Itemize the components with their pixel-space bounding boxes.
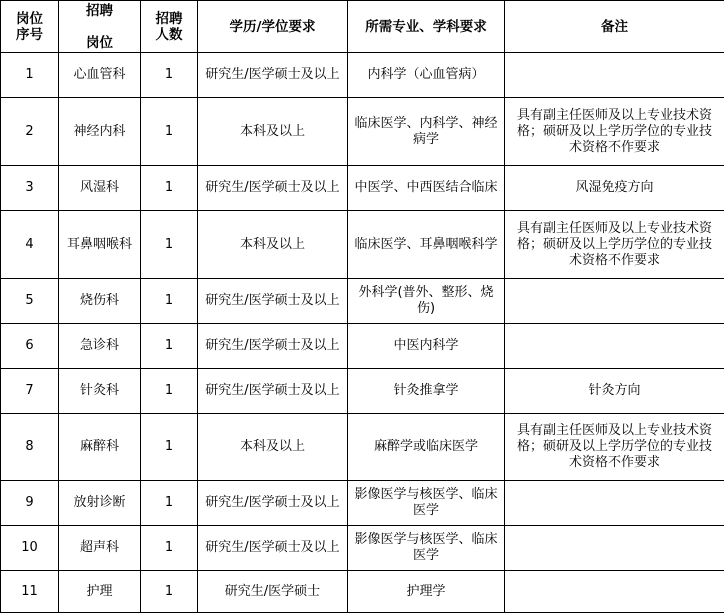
cell-number: 4	[1, 211, 59, 279]
cell-count: 1	[141, 166, 198, 211]
header-post-wrap	[63, 3, 136, 51]
cell-post: 麻醉科	[59, 414, 141, 481]
header-major: 所需专业、学科要求	[348, 1, 505, 53]
header-post-number-line1: 岗位	[16, 10, 43, 27]
cell-post: 超声科	[59, 526, 141, 571]
table-row	[1, 369, 724, 414]
cell-education: 研究生/医学硕士及以上	[198, 53, 348, 98]
cell-number: 5	[1, 279, 59, 324]
cell-education: 研究生/医学硕士及以上	[198, 166, 348, 211]
cell-notes	[505, 526, 724, 571]
header-row	[1, 1, 724, 53]
cell-notes: 具有副主任医师及以上专业技术资格；硕研及以上学历学位的专业技术资格不作要求	[505, 98, 724, 166]
cell-count: 1	[141, 98, 198, 166]
header-post-number-line2: 序号	[16, 26, 43, 43]
table-row	[1, 53, 724, 98]
cell-notes	[505, 324, 724, 369]
table-row	[1, 571, 724, 613]
cell-major: 临床医学、耳鼻咽喉科学	[348, 211, 505, 279]
table-row	[1, 526, 724, 571]
cell-notes	[505, 481, 724, 526]
cell-notes: 具有副主任医师及以上专业技术资格；硕研及以上学历学位的专业技术资格不作要求	[505, 211, 724, 279]
cell-major: 中医内科学	[348, 324, 505, 369]
cell-notes	[505, 279, 724, 324]
cell-number: 1	[1, 53, 59, 98]
cell-major: 针灸推拿学	[348, 369, 505, 414]
cell-education: 研究生/医学硕士及以上	[198, 324, 348, 369]
cell-post: 耳鼻咽喉科	[59, 211, 141, 279]
cell-education: 研究生/医学硕士及以上	[198, 481, 348, 526]
header-notes: 备注	[505, 1, 724, 53]
cell-post: 放射诊断	[59, 481, 141, 526]
table-row	[1, 211, 724, 279]
header-post-line1: 招聘	[86, 2, 113, 19]
cell-education: 研究生/医学硕士及以上	[198, 279, 348, 324]
cell-post: 护理	[59, 571, 141, 613]
cell-major: 临床医学、内科学、神经病学	[348, 98, 505, 166]
header-count	[141, 1, 198, 53]
cell-number: 6	[1, 324, 59, 369]
header-count-line2: 人数	[155, 26, 183, 43]
cell-number: 8	[1, 414, 59, 481]
table-row	[1, 324, 724, 369]
cell-major: 影像医学与核医学、临床医学	[348, 526, 505, 571]
cell-education: 研究生/医学硕士及以上	[198, 526, 348, 571]
cell-count: 1	[141, 414, 198, 481]
cell-education: 本科及以上	[198, 98, 348, 166]
header-education: 学历/学位要求	[198, 1, 348, 53]
cell-notes	[505, 571, 724, 613]
header-post-line2: 岗位	[86, 34, 113, 51]
cell-notes: 风湿免疫方向	[505, 166, 724, 211]
cell-number: 9	[1, 481, 59, 526]
table-row	[1, 279, 724, 324]
header-count-line1: 招聘	[155, 10, 183, 27]
cell-post: 急诊科	[59, 324, 141, 369]
cell-education: 研究生/医学硕士	[198, 571, 348, 613]
cell-education: 本科及以上	[198, 211, 348, 279]
cell-post: 神经内科	[59, 98, 141, 166]
cell-count: 1	[141, 526, 198, 571]
cell-number: 7	[1, 369, 59, 414]
cell-number: 10	[1, 526, 59, 571]
cell-count: 1	[141, 324, 198, 369]
cell-count: 1	[141, 211, 198, 279]
cell-count: 1	[141, 571, 198, 613]
cell-major: 护理学	[348, 571, 505, 613]
table-row	[1, 481, 724, 526]
cell-major: 麻醉学或临床医学	[348, 414, 505, 481]
table-row	[1, 414, 724, 481]
cell-major: 中医学、中西医结合临床	[348, 166, 505, 211]
header-post	[59, 1, 141, 53]
header-post-number	[1, 1, 59, 53]
cell-post: 烧伤科	[59, 279, 141, 324]
cell-number: 3	[1, 166, 59, 211]
cell-major: 影像医学与核医学、临床医学	[348, 481, 505, 526]
cell-post: 心血管科	[59, 53, 141, 98]
cell-major: 外科学(普外、整形、烧伤)	[348, 279, 505, 324]
table-row	[1, 166, 724, 211]
table-row	[1, 98, 724, 166]
cell-major: 内科学（心血管病）	[348, 53, 505, 98]
cell-count: 1	[141, 369, 198, 414]
cell-notes: 针灸方向	[505, 369, 724, 414]
cell-post: 针灸科	[59, 369, 141, 414]
cell-count: 1	[141, 279, 198, 324]
cell-notes	[505, 53, 724, 98]
cell-education: 研究生/医学硕士及以上	[198, 369, 348, 414]
cell-number: 11	[1, 571, 59, 613]
cell-education: 本科及以上	[198, 414, 348, 481]
cell-number: 2	[1, 98, 59, 166]
cell-count: 1	[141, 53, 198, 98]
cell-post: 风湿科	[59, 166, 141, 211]
cell-notes: 具有副主任医师及以上专业技术资格；硕研及以上学历学位的专业技术资格不作要求	[505, 414, 724, 481]
cell-count: 1	[141, 481, 198, 526]
